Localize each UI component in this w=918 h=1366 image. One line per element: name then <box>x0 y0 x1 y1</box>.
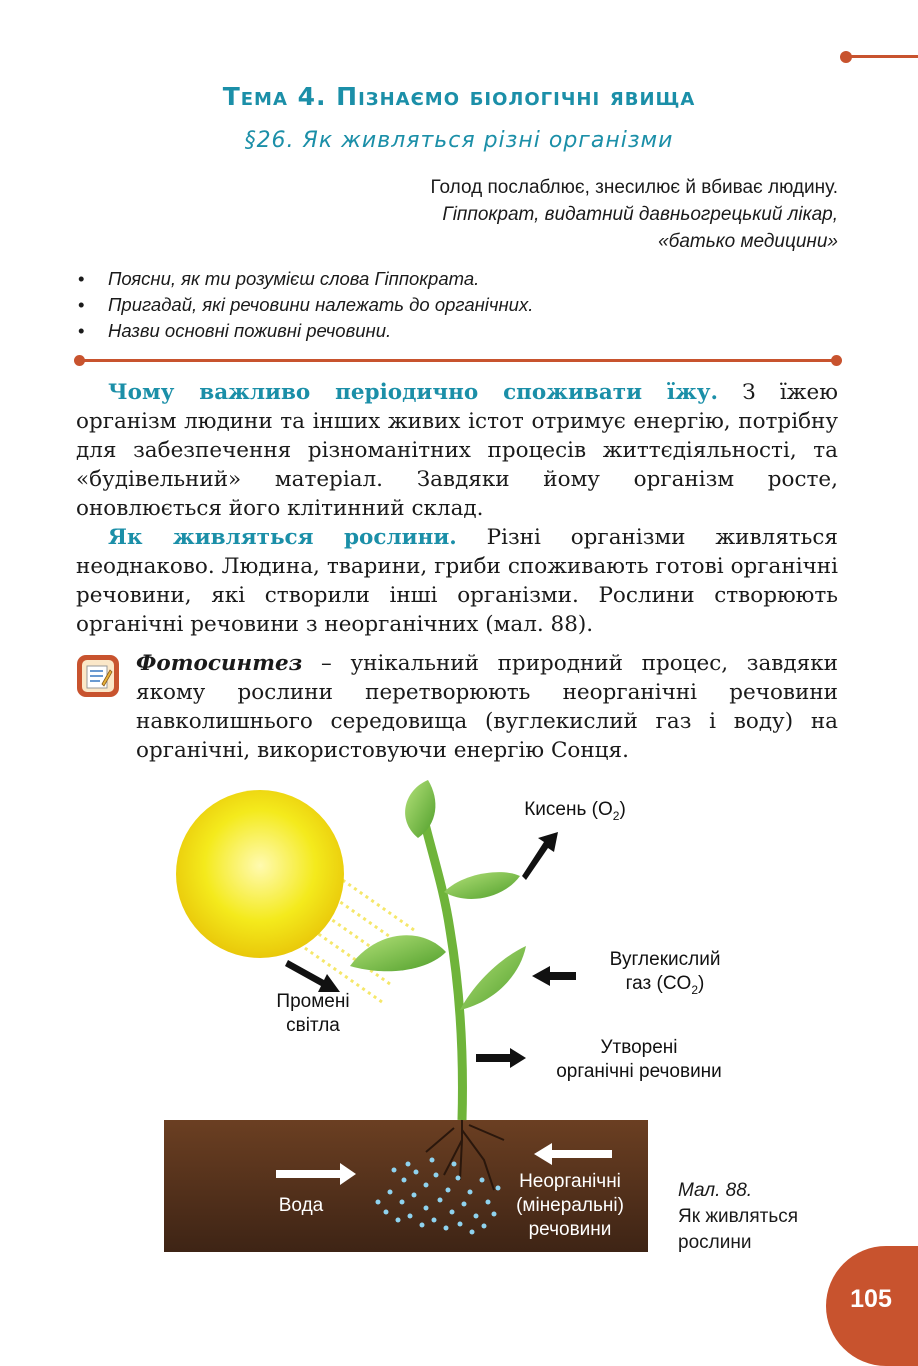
label-light <box>256 990 370 1038</box>
notebook-icon <box>76 654 120 698</box>
label-oxygen-sub: 2 <box>612 808 620 823</box>
question-item: • Назви основні поживні речовини. <box>76 318 533 344</box>
main-text <box>76 378 838 639</box>
section-title: §26. Як живляться різні організми <box>244 128 674 153</box>
label-co2-text: газ (CO <box>625 973 692 994</box>
epigraph-quote: Голод послаблює, знесилює й вбиває людину. <box>430 177 838 198</box>
label-oxygen <box>510 798 640 828</box>
co2-arrow-icon <box>532 966 576 986</box>
label-minerals-line1: Неорганічні <box>519 1171 621 1192</box>
question-item: • Поясни, як ти розумієш слова Гіппократа. <box>76 266 533 292</box>
sun-icon <box>176 790 344 958</box>
label-co2-sub: 2 <box>691 982 699 997</box>
label-organic-line2: органічні речовини <box>556 1061 722 1082</box>
label-minerals-line2: (мінеральні) <box>516 1195 624 1216</box>
oxygen-arrow-icon <box>522 832 558 880</box>
paragraph <box>76 378 838 523</box>
diagram-graphic <box>164 780 754 1255</box>
epigraph-author-line1: Гіппократ, видатний давньогрецький лікар, <box>442 204 838 225</box>
corner-rule-dot <box>840 51 852 63</box>
plant-stem <box>424 820 463 1120</box>
figure-caption <box>678 1178 798 1256</box>
label-minerals-line3: речовини <box>528 1219 612 1240</box>
definition-term: Фотосинтез <box>136 651 303 676</box>
paragraph <box>76 523 838 639</box>
label-light-line1: Промені <box>276 991 350 1012</box>
definition-paragraph <box>136 649 838 765</box>
label-oxygen-close: ) <box>619 799 626 820</box>
label-light-line2: світла <box>286 1015 340 1036</box>
label-minerals <box>504 1170 636 1242</box>
questions-list <box>76 266 533 344</box>
organic-arrow-icon <box>476 1048 526 1068</box>
plant-leaf <box>460 946 526 1010</box>
divider-dot-right <box>831 355 842 366</box>
label-co2-line2 <box>590 972 740 1002</box>
light-arrow-icon <box>285 960 340 992</box>
epigraph-author-line2: «батько медицини» <box>658 231 838 252</box>
paragraph-text: Різні організми живляться неоднаково. Людина, тварини, гриби споживають готові органічні речовини, які створили інші організми. Рослини створюють органічні речовини з неорганічних (мал. 88). <box>76 525 838 637</box>
photosynthesis-diagram <box>164 780 754 1255</box>
definition <box>136 649 838 765</box>
label-organic-line1: Утворені <box>600 1037 678 1058</box>
label-co2 <box>590 948 740 1002</box>
corner-rule <box>848 55 918 58</box>
divider-dot-left <box>74 355 85 366</box>
label-co2-close: ) <box>698 973 705 994</box>
label-oxygen-text: Кисень (O <box>524 799 613 820</box>
paragraph-text: З їжею організм людини та інших живих істот отримує енергію, потрібну для забезпечення різноманітних процесів життєдіяльності, та «будівельний» матеріал. Завдяки йому організм росте, оновлюється його клітинний склад. <box>76 380 838 521</box>
figure-number: Мал. 88. <box>678 1180 753 1201</box>
plant-leaf <box>350 935 446 971</box>
figure-caption-line1: Як живляться <box>678 1206 799 1227</box>
section-divider <box>80 359 834 362</box>
figure-caption-line2: рослини <box>678 1232 752 1253</box>
page-number: 105 <box>850 1285 892 1313</box>
epigraph <box>431 174 838 255</box>
label-organic <box>534 1036 744 1084</box>
label-water: Вода <box>278 1195 324 1216</box>
paragraph-lead: Як живляться рослини. <box>108 525 457 550</box>
definition-text: – унікальний природний процес, завдяки якому рослини перетворюють неорганічні речовини навколишнього середовища (вуглекислий газ і воду) на органічні, використовуючи енергію Сонця. <box>136 651 838 763</box>
label-co2-line1: Вуглекислий <box>609 949 721 970</box>
plant-leaf <box>444 872 520 899</box>
question-item: • Пригадай, які речовини належать до органічних. <box>76 292 533 318</box>
topic-title: Тема 4. Пізнаємо біологічні явища <box>222 82 696 111</box>
paragraph-lead: Чому важливо періодично споживати їжу. <box>108 380 719 405</box>
